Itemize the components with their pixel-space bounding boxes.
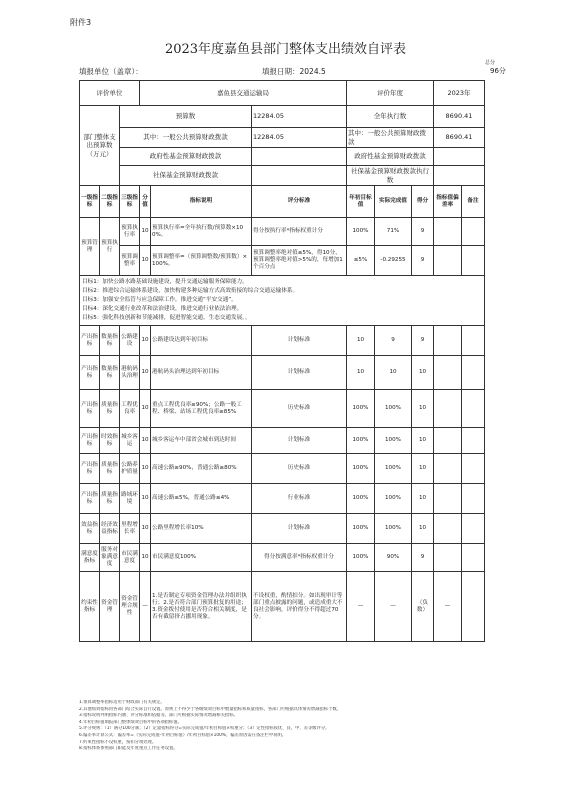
cell-l1: 约束性指标	[80, 572, 100, 642]
cell-l1: 效益指标	[80, 514, 100, 544]
cell-l2: 质量指标	[100, 390, 120, 428]
cell-l1: 预算管理	[80, 218, 100, 276]
cell-deviation	[434, 428, 462, 454]
exec-value: 8690.41	[434, 106, 485, 128]
cell-std: 计划标准	[252, 356, 347, 390]
cell-remark	[462, 246, 485, 276]
social-label: 社保基金预算财政拨款	[120, 166, 252, 186]
cell-weight: 10	[140, 246, 151, 276]
cell-l3: 港航码头治理	[120, 356, 140, 390]
cell-l1: 产出指标	[80, 326, 100, 356]
general-exec-value: 8690.41	[434, 128, 485, 148]
cell-l3: 预算执行率	[120, 218, 140, 246]
cell-target: 100%	[347, 428, 375, 454]
cell-actual: 71%	[375, 218, 412, 246]
cell-score: （负数）	[412, 572, 434, 642]
cell-actual: 9	[375, 326, 412, 356]
cell-l2: 服务对象满意度	[100, 544, 120, 572]
cell-desc: 城乡客运车中部省会城市到达时间	[151, 428, 252, 454]
cell-remark	[462, 484, 485, 514]
cell-weight: 10	[140, 484, 151, 514]
year-label: 评价年度	[347, 81, 434, 106]
cell-score: 10	[412, 484, 434, 514]
cell-std: 预算调整率绝对值≤5%，得10分，预算调整率绝对值>5%的，每增加1个百分点	[252, 246, 347, 276]
cell-desc: 高速公路≥90%，普通公路≥80%	[151, 454, 252, 484]
col-target: 年初目标值	[347, 186, 375, 218]
cell-target: 100%	[347, 544, 375, 572]
cell-desc: 市民满意度100%	[151, 544, 252, 572]
cell-target: —	[347, 572, 375, 642]
table-row	[80, 246, 485, 276]
cell-std: 计划标准	[252, 326, 347, 356]
table-row	[80, 390, 485, 428]
general-label: 其中：一般公共预算财政拨款	[120, 128, 252, 148]
date-value: 2024.5	[299, 67, 326, 76]
footnote: 8.指标体系参照部门职能及年度重点工作任务设置。	[79, 746, 178, 752]
cell-deviation	[434, 544, 462, 572]
cell-target: ≤5%	[347, 246, 375, 276]
cell-weight: 10	[140, 326, 151, 356]
budget-social-row	[80, 166, 485, 186]
cell-l3: 路域环境	[120, 484, 140, 514]
cell-std: 计划标准	[252, 428, 347, 454]
col-l3: 三级指标	[120, 186, 140, 218]
col-desc: 指标说明	[151, 186, 252, 218]
general-exec-label: 其中：一般公共预算财政拨款	[347, 128, 434, 148]
cell-remark	[462, 428, 485, 454]
cell-l2: 数量指标	[100, 326, 120, 356]
gov-fund-exec-label: 政府性基金预算财政拨款	[347, 148, 434, 166]
budget-row	[80, 106, 485, 128]
cell-l3: 市民满意度	[120, 544, 140, 572]
table-row	[80, 484, 485, 514]
table-row	[80, 514, 485, 544]
cell-weight: 10	[140, 218, 151, 246]
cell-score: 9	[412, 246, 434, 276]
cell-std: 不设权重，酌情扣分。如出现审计等部门重点披露的问题，或造成重大不良社会影响，评价得分不得超过70分。	[252, 572, 347, 642]
cell-l1: 产出指标	[80, 390, 100, 428]
cell-l3: 资金管理合规性	[120, 572, 140, 642]
cell-remark	[462, 572, 485, 642]
cell-target: 100%	[347, 484, 375, 514]
col-weight: 分值	[140, 186, 151, 218]
goal-item: 目标3：加强安全监管与应急保障工作，推进交通“平安交通”。	[82, 297, 237, 304]
cell-l3: 里程增长率	[120, 514, 140, 544]
total-score	[485, 60, 506, 76]
table-row	[80, 218, 485, 246]
cell-l1: 满意度指标	[80, 544, 100, 572]
cell-deviation	[434, 390, 462, 428]
gov-fund-label: 政府性基金预算财政拨款	[120, 148, 252, 166]
total-score-value: 96分	[490, 67, 506, 75]
cell-target: 10	[347, 356, 375, 390]
cell-deviation	[434, 246, 462, 276]
cell-score: 10	[412, 428, 434, 454]
cell-desc: 预算调整率=（预算调整数/预算数）×100%。	[151, 246, 252, 276]
goals-row	[80, 276, 485, 326]
cell-remark	[462, 454, 485, 484]
cell-target: 100%	[347, 390, 375, 428]
unit-label: 评价单位	[80, 81, 140, 106]
date-row	[262, 66, 326, 77]
cell-l2: 质量指标	[100, 484, 120, 514]
evaluation-table	[79, 80, 485, 642]
cell-l1: 产出指标	[80, 428, 100, 454]
date-label: 填报日期：	[262, 67, 300, 76]
header-row	[80, 81, 485, 106]
cell-remark	[462, 326, 485, 356]
goals-cell	[80, 276, 485, 326]
table-row	[80, 544, 485, 572]
cell-desc: 预算执行率=全年执行数/预算数×100%。	[151, 218, 252, 246]
total-score-label: 总分	[485, 60, 496, 66]
constraint-row	[80, 572, 485, 642]
cell-l3: 城乡客运	[120, 428, 140, 454]
col-l2: 二级指标	[100, 186, 120, 218]
cell-target: 10	[347, 326, 375, 356]
col-deviation: 指标值偏差率	[434, 186, 462, 218]
cell-desc: 1.是否制定专项资金管理办法并组织执行；2.是否符合部门预算批复的用途；3.资金拨付使用是否符合相关制度，是否有截留挤占挪用现象。	[151, 572, 252, 642]
cell-actual: 100%	[375, 390, 412, 428]
cell-actual: 90%	[375, 544, 412, 572]
cell-std: 计划标准	[252, 514, 347, 544]
budget-value: 12284.05	[252, 106, 347, 128]
cell-remark	[462, 544, 485, 572]
footnotes	[79, 700, 519, 753]
cell-l1: 产出指标	[80, 454, 100, 484]
cell-actual: -0.29255	[375, 246, 412, 276]
cell-l3: 公路建设	[120, 326, 140, 356]
cell-std: 行业标准	[252, 484, 347, 514]
cell-deviation	[434, 514, 462, 544]
cell-remark	[462, 356, 485, 390]
cell-score: 10	[412, 514, 434, 544]
cell-std: 得分按执行率*指标权重计分	[252, 218, 347, 246]
filler-label: 填报单位（盖章）：	[79, 67, 143, 76]
social-exec-value	[434, 166, 485, 186]
gov-fund-value	[252, 148, 347, 166]
cell-std: 历史标准	[252, 454, 347, 484]
footnote: 2.其他绩效指标由各部门结合实际自行设置。原则上不得少于各级绩效目标中数量指标和质量指标，各部门可根据具体情况增减指标个数。	[79, 706, 341, 712]
table-row	[80, 326, 485, 356]
table-row	[80, 428, 485, 454]
col-score: 得分	[412, 186, 434, 218]
cell-l1: 产出指标	[80, 356, 100, 390]
exec-label: 全年执行数	[347, 106, 434, 128]
cell-std: 得分按满意率*指标权重计分	[252, 544, 347, 572]
cell-remark	[462, 390, 485, 428]
col-actual: 实际完成值	[375, 186, 412, 218]
cell-score: 9	[412, 326, 434, 356]
cell-weight: 10	[140, 390, 151, 428]
cell-weight: 10	[140, 544, 151, 572]
cell-target: 100%	[347, 454, 375, 484]
year-value: 2023年	[434, 81, 485, 106]
cell-weight: 10	[140, 454, 151, 484]
cell-deviation	[434, 356, 462, 390]
cell-actual: 100%	[375, 454, 412, 484]
footnote: 5.评分规则：（1）满分100分制；（2）定量指标得分=实际完成值/年初目标值×权重分；（3）定性指标按优、良、中、差等级评分。	[79, 726, 330, 732]
goal-item: 目标2：推进综合运输体系建设，加快构建多种运输方式高效衔接的综合交通运输体系。	[82, 288, 299, 295]
cell-desc: 重点工程优良率≥90%；公路一般工程、桥梁、站场工程优良率≥85%	[151, 390, 252, 428]
cell-l2: 资金管理	[100, 572, 120, 642]
cell-target: 100%	[347, 514, 375, 544]
footnote: 6.偏差率计算公式：偏差率=（实际完成值-年初目标值）/年初目标值×100%，偏差原因需在备注栏中说明。	[79, 732, 287, 738]
cell-l3: 预算调整率	[120, 246, 140, 276]
cell-actual: —	[375, 572, 412, 642]
cell-weight: —	[140, 572, 151, 642]
column-header-row	[80, 186, 485, 218]
cell-desc: 公路里程增长率10%	[151, 514, 252, 544]
cell-deviation	[434, 326, 462, 356]
col-remark: 备注	[462, 186, 485, 218]
table-row	[80, 356, 485, 390]
col-l1: 一级指标	[80, 186, 100, 218]
cell-l2: 数量指标	[100, 356, 120, 390]
cell-l3: 工程优良率	[120, 390, 140, 428]
cell-remark	[462, 218, 485, 246]
cell-l2: 经济效益指标	[100, 514, 120, 544]
footnote: 1.预算调整率指标适用于财政部门有关规定。	[79, 700, 165, 705]
cell-score: 10	[412, 356, 434, 390]
budget-govfund-row	[80, 148, 485, 166]
cell-l2: 质量指标	[100, 454, 120, 484]
cell-l3: 公路养护质量	[120, 454, 140, 484]
footnote: 7.约束性指标不设权重，按扣分项处理。	[79, 739, 157, 745]
gov-fund-exec-value	[434, 148, 485, 166]
cell-deviation	[434, 218, 462, 246]
page-title: 2023年度嘉鱼县部门整体支出绩效自评表	[164, 42, 407, 57]
goal-item: 目标4：深化交通行业改革和法治建设，推进交通行业依法治理。	[82, 306, 243, 313]
cell-actual: 10	[375, 356, 412, 390]
social-value	[252, 166, 347, 186]
budget-general-row	[80, 128, 485, 148]
cell-actual: 100%	[375, 484, 412, 514]
cell-deviation	[434, 484, 462, 514]
cell-desc: 公路建设达到年初目标	[151, 326, 252, 356]
cell-l2: 预算执行	[100, 218, 120, 276]
social-exec-label: 社保基金预算财政拨款执行数	[347, 166, 434, 186]
col-std: 评分标准	[252, 186, 347, 218]
cell-score: 10	[412, 390, 434, 428]
footnote: 3.指标说明列明指标内涵、评分标准和依据等，部门可根据实际情况增减相关指标。	[79, 713, 238, 719]
cell-weight: 10	[140, 428, 151, 454]
attachment-label: 附件3	[70, 18, 92, 27]
cell-desc: 港航码头治理达到年初目标	[151, 356, 252, 390]
cell-target: 100%	[347, 218, 375, 246]
cell-score: 9	[412, 218, 434, 246]
cell-actual: 100%	[375, 428, 412, 454]
goal-item: 目标1：加快公路水路基础设施建设，提升交通运输服务保障能力。	[82, 279, 248, 285]
cell-remark	[462, 514, 485, 544]
cell-desc: 高速公路≤5%，普通公路≤4%	[151, 484, 252, 514]
footnote: 4.年初目标值填报部门整体绩效目标中的各项指标值。	[79, 719, 182, 725]
general-value: 12284.05	[252, 128, 347, 148]
cell-deviation: —	[434, 572, 462, 642]
cell-std: 历史标准	[252, 390, 347, 428]
cell-l1: 产出指标	[80, 484, 100, 514]
table-row	[80, 454, 485, 484]
goal-item: 目标5：强化科技创新和节能减排，促进智能交通、生态交通发展。。	[82, 315, 251, 322]
cell-weight: 10	[140, 356, 151, 390]
cell-actual: 100%	[375, 514, 412, 544]
cell-weight: 10	[140, 514, 151, 544]
budget-label: 预算数	[120, 106, 252, 128]
evaluation-table-wrap	[79, 80, 485, 642]
budget-section-label: 部门整体支出预算数（万元）	[80, 106, 120, 186]
cell-score: 9	[412, 544, 434, 572]
cell-deviation	[434, 454, 462, 484]
cell-score: 10	[412, 454, 434, 484]
unit-value: 嘉鱼县交通运输局	[140, 81, 347, 106]
cell-l2: 时效指标	[100, 428, 120, 454]
